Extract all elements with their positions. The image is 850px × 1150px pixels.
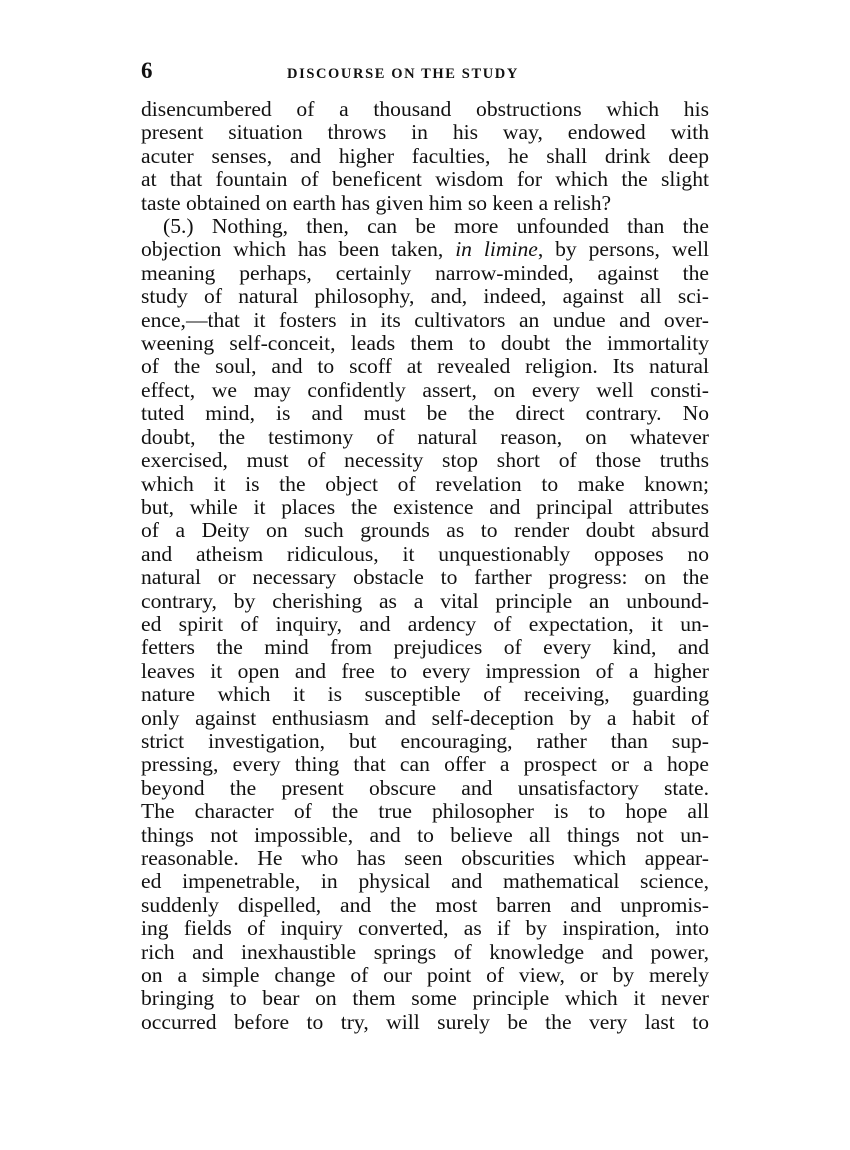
text-line: of a Deity on such grounds as to render doubt absurd bbox=[141, 518, 709, 543]
text-line: of the soul, and to scoff at revealed religion. Its natural bbox=[141, 354, 709, 379]
text-line: meaning perhaps, certainly narrow-minded, against the bbox=[141, 260, 709, 285]
text-line: exercised, must of necessity stop short of those truths bbox=[141, 448, 709, 473]
page-number: 6 bbox=[141, 58, 153, 83]
text-line: fetters the mind from prejudices of every kind, and bbox=[141, 635, 709, 660]
text-line: acuter senses, and higher faculties, he shall drink deep bbox=[141, 143, 709, 168]
text-line: pressing, every thing that can offer a prospect or a hope bbox=[141, 752, 709, 777]
text-line: natural or necessary obstacle to farther progress: on the bbox=[141, 565, 709, 590]
text-line: at that fountain of beneficent wisdom for which the slight bbox=[141, 167, 709, 192]
text-line: study of natural philosophy, and, indeed, against all sci- bbox=[141, 284, 709, 309]
text-line: doubt, the testimony of natural reason, on whatever bbox=[141, 424, 709, 449]
text-line: occurred before to try, will surely be the very last to bbox=[141, 1009, 709, 1034]
text-line: present situation throws in his way, endowed with bbox=[141, 120, 709, 145]
text-line: strict investigation, but encouraging, rather than sup- bbox=[141, 728, 709, 753]
text-line: and atheism ridiculous, it unquestionably opposes no bbox=[141, 541, 709, 566]
text-line: ing fields of inquiry converted, as if by inspiration, into bbox=[141, 916, 709, 941]
text-line: tuted mind, is and must be the direct contrary. No bbox=[141, 401, 709, 426]
text-line: bringing to bear on them some principle which it never bbox=[141, 986, 709, 1011]
paragraph-1 bbox=[141, 98, 709, 215]
text-line: beyond the present obscure and unsatisfactory state. bbox=[141, 775, 709, 800]
text-line: leaves it open and free to every impression of a higher bbox=[141, 658, 709, 683]
running-head bbox=[141, 58, 709, 92]
text-line: disencumbered of a thousand obstructions which his bbox=[141, 97, 709, 121]
text-segment: objection which has been taken, bbox=[141, 237, 456, 262]
paragraph-2 bbox=[141, 215, 709, 1034]
text-line: The character of the true philosopher is to hope all bbox=[141, 799, 709, 824]
text-segment: , by persons, well bbox=[537, 237, 709, 262]
text-line: but, while it places the existence and principal attributes bbox=[141, 494, 709, 519]
text-line: weening self-conceit, leads them to doubt the immortality bbox=[141, 331, 709, 356]
book-page bbox=[141, 58, 709, 1034]
text-line: (5.) Nothing, then, can be more unfounded than the bbox=[163, 214, 709, 239]
text-line: rich and inexhaustible springs of knowledge and power, bbox=[141, 939, 709, 964]
text-line: reasonable. He who has seen obscurities which appear- bbox=[141, 846, 709, 870]
text-line: suddenly dispelled, and the most barren and unpromis- bbox=[141, 892, 709, 917]
text-line: nature which it is susceptible of receiving, guarding bbox=[141, 682, 709, 707]
text-line: ence,—that it fosters in its cultivators an undue and over- bbox=[141, 307, 709, 332]
text-line: contrary, by cherishing as a vital principle an unbound- bbox=[141, 588, 709, 613]
text-line: effect, we may confidently assert, on every well consti- bbox=[141, 377, 709, 402]
running-title: DISCOURSE ON THE STUDY bbox=[287, 66, 519, 82]
text-line: on a simple change of our point of view, or by merely bbox=[141, 963, 709, 988]
text-line-with-italic bbox=[141, 238, 709, 261]
text-line: things not impossible, and to believe all things not un- bbox=[141, 822, 709, 847]
text-line: ed spirit of inquiry, and ardency of expectation, it un- bbox=[141, 611, 709, 636]
text-line: only against enthusiasm and self-deception by a habit of bbox=[141, 705, 709, 730]
text-line: taste obtained on earth has given him so keen a relish? bbox=[141, 190, 612, 215]
text-line: which it is the object of revelation to make known; bbox=[141, 471, 709, 496]
italic-phrase: in limine bbox=[455, 237, 538, 262]
body-text bbox=[141, 98, 709, 1034]
text-line: ed impenetrable, in physical and mathematical science, bbox=[141, 869, 709, 894]
